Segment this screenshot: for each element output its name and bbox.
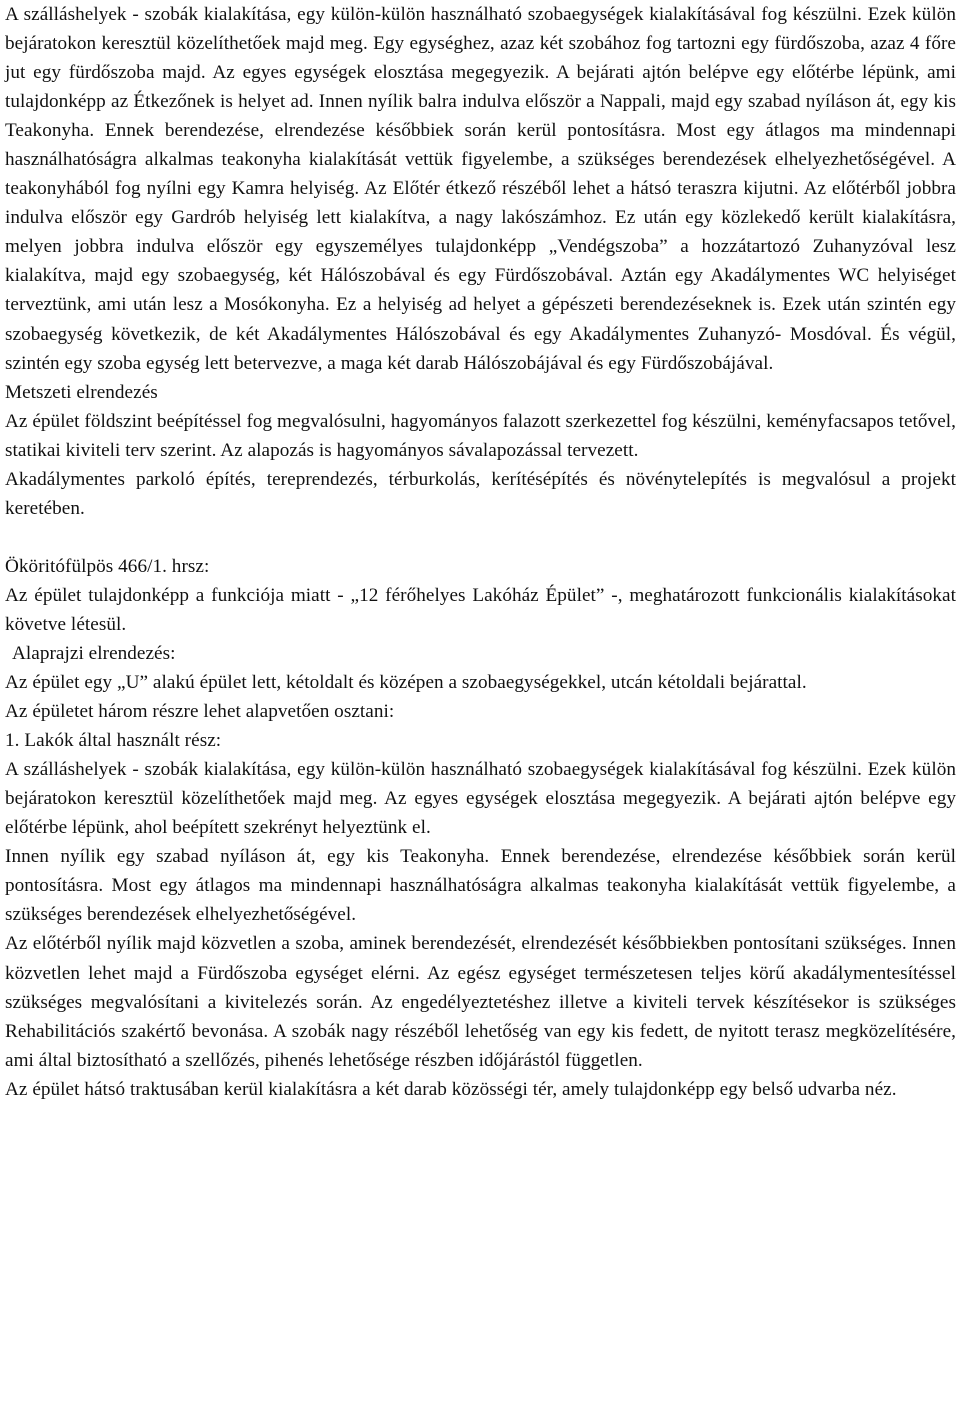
paragraph-three-parts: Az épületet három részre lehet alapvetően osztani:: [5, 701, 395, 723]
heading-section-layout: Metszeti elrendezés: [5, 381, 158, 403]
paragraph-room-accessibility: Az előtérből nyílik majd közvetlen a szoba, aminek berendezését, elrendezését későbbiekben pontosítani szükséges. Innen közvetlen lehet majd a Fürdőszoba egységet elérni. Az egész egységet természetesen teljes körű akadálymentesítéssel szükséges megvalósítani a kivitelezés során. Az engedélyeztetéshez illetve a kiviteli tervek készítésekor is szükséges Rehabilitációs szakértő bevonása. A szobák nagy részéből lehetőség van egy kis fedett, de nyitott terasz megközelítésére, ami által biztosítható a szellőzés, pihenés lehetősége részben időjárástól független.: [5, 933, 956, 1071]
paragraph-u-shape: Az épület egy „U” alakú épület lett, kétoldalt és középen a szobaegységekkel, utcán kétoldali bejárattal.: [5, 672, 807, 694]
paragraph-structure: Az épület földszint beépítéssel fog megvalósulni, hagyományos falazott szerkezettel fog készülni, keményfacsapos tetővel, statikai kiviteli terv szerint. Az alapozás is hagyományos sávalapozással tervezett.: [5, 410, 956, 461]
paragraph-kitchenette: Innen nyílik egy szabad nyíláson át, egy kis Teakonyha. Ennek berendezése, elrendezése későbbiek során kerül pontosításra. Most egy átlagos ma mindennapi használhatóságra alkalmas teakonyha kialakítását vettük figyelembe, a szükséges berendezések elhelyezhetőségével.: [5, 846, 956, 926]
heading-parcel: Ököritófülpös 466/1. hrsz:: [5, 555, 210, 577]
paragraph-parking-landscaping: Akadálymentes parkoló építés, tereprendezés, térburkolás, kerítésépítés és növénytelepítés is megvalósul a projekt keretében.: [5, 468, 956, 519]
paragraph-room-units-overview: A szálláshelyek - szobák kialakítása, egy külön-külön használható szobaegységek kialakításával fog készülni. Ezek külön bejáratokon keresztül közelíthetőek majd meg. Egy egységhez, azaz két szobához fog tartozni egy fürdőszoba, azaz 4 főre jut egy fürdőszoba majd. Az egyes egységek elosztása megegyezik. A bejárati ajtón belépve egy előtérbe lépünk, ami tulajdonképp az Étkezőnek is helyet ad. Innen nyílik balra indulva először a Nappali, majd egy szabad nyíláson át, egy kis Teakonyha. Ennek berendezése, elrendezése későbbiek során kerül pontosításra. Most egy átlagos ma mindennapi használhatóságra alkalmas teakonyha kialakítását vettük figyelembe, a szükséges berendezések elhelyezhetőségével. A teakonyhából fog nyílni egy Kamra helyiség. Az Előtér étkező részéből lehet a hátsó teraszra kijutni. Az előtérből jobbra indulva először egy Gardrób helyiség lett kialakítva, a nagy lakószámhoz. Ez után egy közlekedő került kialakításra, melyen jobbra indulva először egy egyszemélyes tulajdonképp „Vendégszoba” a hozzátartozó Zuhanyzóval lesz kialakítva, majd egy szobaegység, két Hálószobával és egy Fürdőszobával. Aztán egy Akadálymentes WC helyiséget terveztünk, ami után lesz a Mosókonyha. Ez a helyiség ad helyet a gépészeti berendezéseknek is. Ezek után szintén egy szobaegység következik, de két Akadálymentes Hálószobával és egy Akadálymentes Zuhanyzó- Mosdóval. És végül, szintén egy szoba egység lett betervezve, a maga két darab Hálószobájával és egy Fürdőszobájával.: [5, 4, 956, 374]
paragraph-spacer: [5, 523, 956, 552]
paragraph-room-units: A szálláshelyek - szobák kialakítása, egy külön-külön használható szobaegységek kialakításával fog készülni. Ezek külön bejáratokon keresztül közelíthetőek majd meg. Az egyes egységek elosztása megegyezik. A bejárati ajtón belépve egy előtérbe lépünk, ahol beépített szekrényt helyeztünk el.: [5, 759, 956, 839]
paragraph-community-spaces: Az épület hátsó traktusában kerül kialakításra a két darab közösségi tér, amely tulajdonképp egy belső udvarba néz.: [5, 1078, 897, 1100]
heading-residents-area: 1. Lakók által használt rész:: [5, 730, 222, 752]
heading-floor-plan-layout: Alaprajzi elrendezés:: [12, 642, 176, 664]
paragraph-building-function: Az épület tulajdonképp a funkciója miatt - „12 férőhelyes Lakóház Épület” -, meghatározott funkcionális kialakításokat követve létesül.: [5, 584, 956, 635]
